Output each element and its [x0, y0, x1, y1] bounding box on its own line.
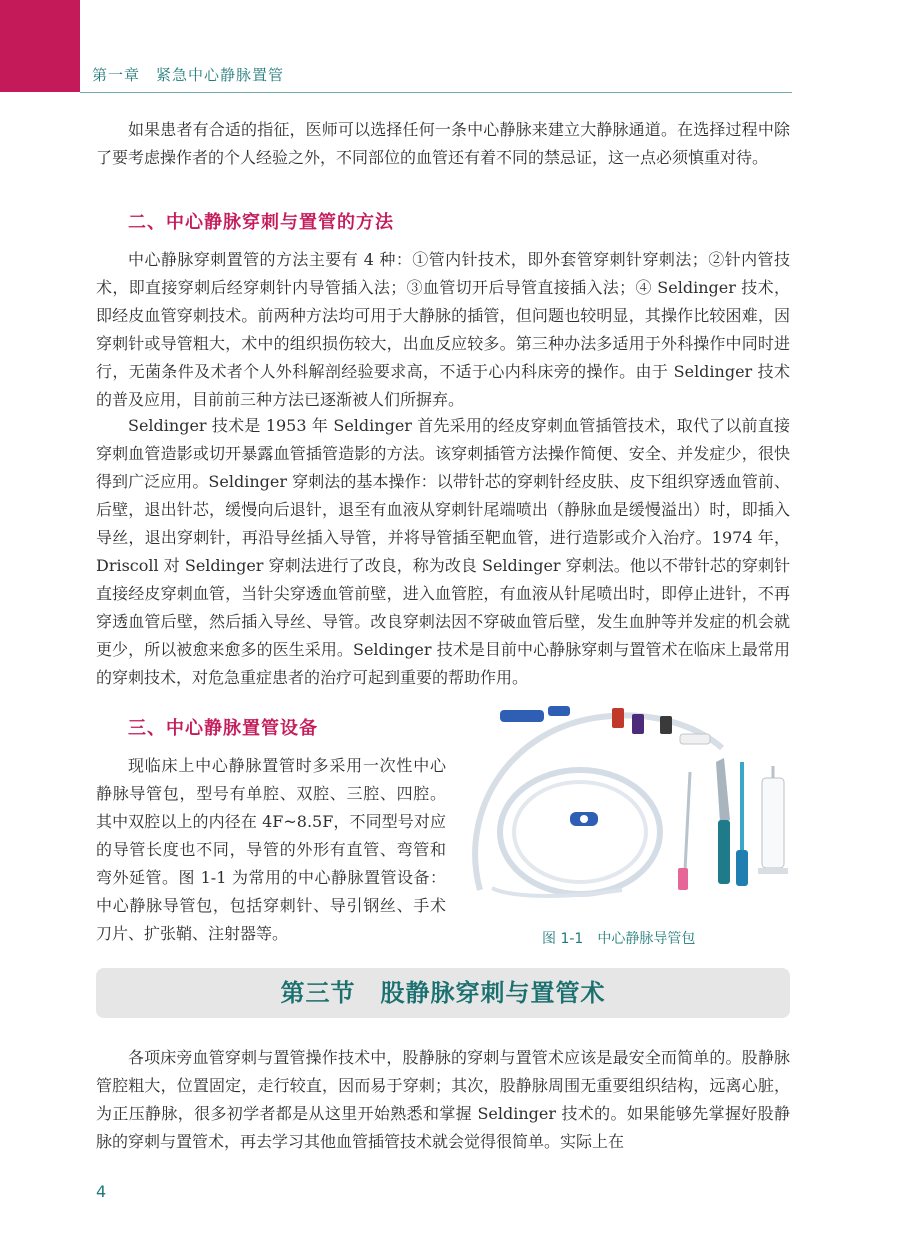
heading-equipment: 三、中心静脉置管设备: [128, 718, 318, 739]
running-header: 第一章 紧急中心静脉置管: [92, 66, 285, 84]
scalpel: [716, 758, 730, 884]
corner-accent-block: [0, 0, 80, 92]
syringe: [758, 766, 788, 874]
figure-cvc-kit: [462, 700, 802, 918]
needle: [678, 772, 690, 890]
paragraph-methods: 中心静脉穿刺置管的方法主要有 4 种：①管内针技术，即外套管穿刺针穿刺法；②针内管技术，即直接穿刺后经穿刺针内导管插入法；③血管切开后导管直接插入法；④ Seldinger 技术，即经皮血管穿刺技术。前两种方法均可用于大静脉的插管，但问题也较明显，其操作比较困难，因穿刺针或导管粗大，术中的组织损伤较大，出血反应较多。第三种办法多适用于外科操作中同时进行，无菌条件及术者个人外科解剖经验要求高，不适于心内科床旁的操作。由于 Seldinger 技术的普及应用，目前前三种方法已逐渐被人们所摒弃。: [96, 250, 790, 409]
heading-methods: 二、中心静脉穿刺与置管的方法: [128, 212, 394, 233]
section-title: 第三节 股静脉穿刺与置管术: [280, 979, 606, 1007]
dilator: [736, 762, 748, 886]
suture-wing: [570, 812, 598, 826]
figure-caption: 图 1-1 中心静脉导管包: [542, 931, 696, 947]
section-heading-bar: [96, 968, 790, 1018]
paragraph-seldinger: Seldinger 技术是 1953 年 Seldinger 首先采用的经皮穿刺血管插管技术，取代了以前直接穿刺血管造影或切开暴露血管插管造影的方法。该穿刺插管方法操作简便、安全、并发症少，很快得到广泛应用。Seldinger 穿刺法的基本操作：以带针芯的穿刺针经皮肤、皮下组织穿透血管前、后壁，退出针芯，缓慢向后退针，退至有血液从穿刺针尾端喷出（静脉血是缓慢溢出）时，即插入导丝，退出穿刺针，再沿导丝插入导管，并将导管插至靶血管，进行造影或介入治疗。1974 年，Driscoll 对 Seldinger 穿刺法进行了改良，称为改良 Seldinger 穿刺法。他以不带针芯的穿刺针直接经皮穿刺血管，当针尖穿透血管前壁，进入血管腔，有血液从针尾喷出时，即停止进针，不再穿透血管后壁，然后插入导丝、导管。改良穿刺法因不穿破血管后壁，发生血肿等并发症的机会就更少，所以被愈来愈多的医生采用。Seldinger 技术是目前中心静脉穿刺与置管术在临床上最常用的穿刺技术，对危急重症患者的治疗可起到重要的帮助作用。: [96, 416, 790, 687]
paragraph-intro: 如果患者有合适的指征，医师可以选择任何一条中心静脉来建立大静脉通道。在选择过程中除了要考虑操作者的个人经验之外，不同部位的血管还有着不同的禁忌证，这一点必须慎重对待。: [96, 120, 790, 167]
paragraph-femoral: 各项床旁血管穿刺与置管操作技术中，股静脉的穿刺与置管术应该是最安全而简单的。股静脉管腔粗大，位置固定，走行较直，因而易于穿刺；其次，股静脉周围无重要组织结构，远离心脏，为正压静脉，很多初学者都是从这里开始熟悉和掌握 Seldinger 技术的。如果能够先掌握好股静脉的穿刺与置管术，再去学习其他血管插管技术就会觉得很简单。实际上在: [96, 1048, 790, 1151]
paragraph-equipment: 现临床上中心静脉置管时多采用一次性中心静脉导管包，型号有单腔、双腔、三腔、四腔。其中双腔以上的内径在 4F~8.5F，不同型号对应的导管长度也不同，导管的外形有直管、弯管和弯外延管。图 1-1 为常用的中心静脉置管设备：中心静脉导管包，包括穿刺针、导引钢丝、手术刀片、扩张鞘、注射器等。: [96, 756, 446, 943]
page-number: 4: [96, 1182, 107, 1201]
cvc-kit-illustration: [462, 700, 802, 918]
header-rule: [80, 92, 792, 93]
